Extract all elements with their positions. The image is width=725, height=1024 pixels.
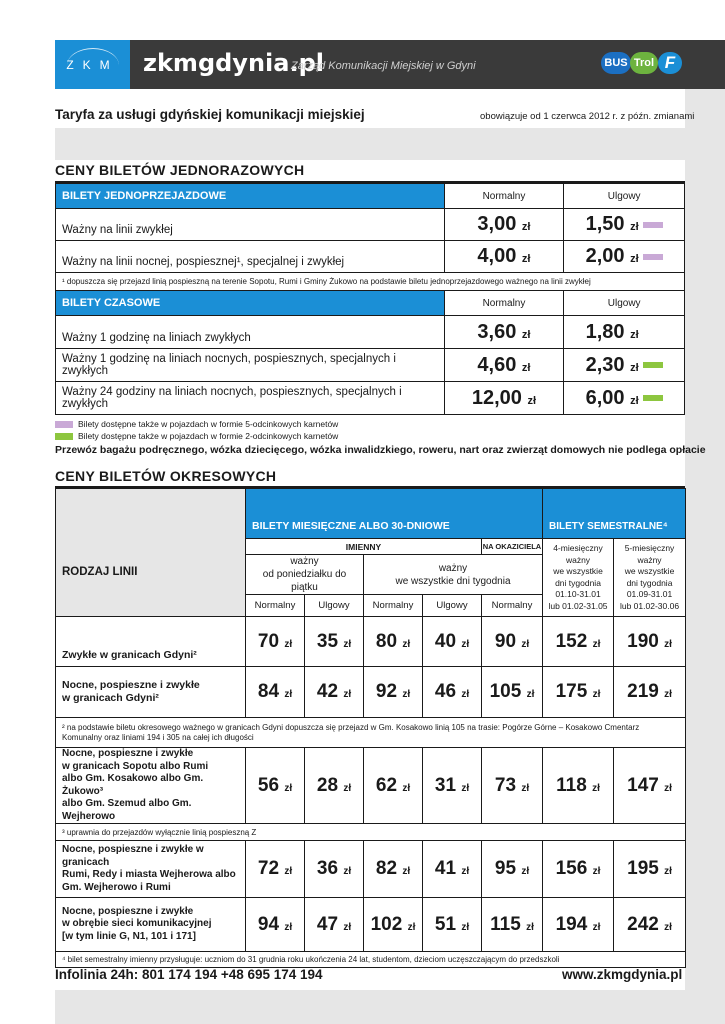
validity-note: obowiązuje od 1 czerwca 2012 r. z późn. zmianami (480, 111, 695, 122)
green-swatch (55, 433, 73, 440)
hotline: Infolinia 24h: 801 174 194 +48 695 174 194 (55, 967, 323, 982)
ferry-badge: F (658, 52, 682, 74)
table-row (56, 898, 686, 952)
price-cell: 95 zł (482, 841, 543, 898)
carnet2-marker (643, 395, 663, 401)
price-cell: 70 zł (246, 617, 305, 667)
trolley-badge: Trol (630, 52, 658, 74)
line-type: Zwykłe w granicach Gdyni² (56, 617, 246, 667)
periodic-table (55, 488, 686, 968)
carnet5-marker (643, 222, 663, 228)
ticket-name: Ważny na linii nocnej, pospiesznej¹, specjalnej i zwykłej (56, 241, 445, 273)
price-cell: 195 zł (614, 841, 686, 898)
carnet5-marker (643, 254, 663, 260)
price-cell: 28 zł (305, 748, 364, 824)
price-reduced: 1,50 zł (564, 209, 685, 241)
price-cell: 118 zł (543, 748, 614, 824)
col-reduced: Ulgowy (564, 184, 685, 209)
col-normal: Normalny (364, 595, 423, 617)
table-row (56, 617, 686, 667)
logo-text: ZKM (66, 57, 119, 72)
carnet2-marker (643, 362, 663, 368)
price-normal: 4,60 zł (444, 349, 564, 382)
price-cell: 84 zł (246, 667, 305, 718)
table-row (56, 748, 686, 824)
price-normal: 4,00 zł (444, 241, 564, 273)
website-link[interactable]: www.zkmgdynia.pl (562, 967, 683, 982)
site-title[interactable]: zkmgdynia.pl (143, 49, 324, 77)
price-cell: 82 zł (364, 841, 423, 898)
price-cell: 190 zł (614, 617, 686, 667)
price-cell: 41 zł (423, 841, 482, 898)
line-type: Nocne, pospieszne i zwykłe w granicach Gdyni² (56, 667, 246, 718)
baggage-note: Przewóz bagażu podręcznego, wózka dziecięcego, wózka inwalidzkiego, roweru, nart oraz zwierząt domowych nie podlega opłacie (55, 444, 706, 456)
price-cell: 102 zł (364, 898, 423, 952)
bottom-band (55, 990, 725, 1024)
semester5-desc: 5-miesięczny ważny we wszystkie dni tygodnia 01.09-31.01 lub 01.02-30.06 (614, 539, 686, 617)
price-cell: 90 zł (482, 617, 543, 667)
price-normal: 3,60 zł (444, 316, 564, 349)
price-cell: 35 zł (305, 617, 364, 667)
header-bar (55, 40, 725, 89)
col-reduced: Ulgowy (305, 595, 364, 617)
bus-badge: BUS (601, 52, 631, 74)
price-cell: 115 zł (482, 898, 543, 952)
price-cell: 152 zł (543, 617, 614, 667)
price-cell: 94 zł (246, 898, 305, 952)
ticket-name: Ważny 1 godzinę na liniach zwykłych (56, 316, 445, 349)
monthly-header: BILETY MIESIĘCZNE ALBO 30-DNIOWE (246, 489, 543, 539)
price-cell: 156 zł (543, 841, 614, 898)
line-type: Nocne, pospieszne i zwykłe w granicach Sopotu albo Rumi albo Gm. Kosakowo albo Gm. Żukowo³ albo Gm. Szemud albo Gm. Wejherowo (56, 748, 246, 824)
footnote-3: ³ uprawnia do przejazdów wyłącznie linią pospieszną Z (56, 824, 686, 841)
price-cell: 62 zł (364, 748, 423, 824)
group-header: BILETY CZASOWE (56, 291, 445, 316)
price-cell: 147 zł (614, 748, 686, 824)
price-cell: 46 zł (423, 667, 482, 718)
price-cell: 219 zł (614, 667, 686, 718)
price-cell: 80 zł (364, 617, 423, 667)
legend-carnet2: Bilety dostępne także w pojazdach w formie 2-odcinkowych karnetów (55, 431, 338, 441)
price-cell: 175 zł (543, 667, 614, 718)
price-cell: 47 zł (305, 898, 364, 952)
price-cell: 92 zł (364, 667, 423, 718)
title-band (55, 128, 725, 160)
price-normal: 12,00 zł (444, 382, 564, 415)
zkm-logo[interactable] (55, 40, 130, 89)
col-reduced: Ulgowy (564, 291, 685, 316)
named-header: IMIENNY (246, 539, 482, 555)
lilac-swatch (55, 421, 73, 428)
semester4-desc: 4-miesięczny ważny we wszystkie dni tygodnia 01.10-31.01 lub 01.02-31.05 (543, 539, 614, 617)
price-cell: 72 zł (246, 841, 305, 898)
col-normal: Normalny (246, 595, 305, 617)
line-type: Nocne, pospieszne i zwykłe w obrębie sieci komunikacyjnej [w tym linie G, N1, 101 i 171] (56, 898, 246, 952)
line-type-header: RODZAJ LINII (56, 489, 246, 617)
price-cell: 194 zł (543, 898, 614, 952)
single-tickets-heading: CENY BILETÓW JEDNORAZOWYCH (55, 162, 305, 178)
col-normal: Normalny (444, 291, 564, 316)
document-title: Taryfa za usługi gdyńskiej komunikacji miejskiej (55, 107, 365, 122)
table-row (56, 841, 686, 898)
price-cell: 51 zł (423, 898, 482, 952)
footnote-1: ¹ dopuszcza się przejazd linią pospieszną na terenie Sopotu, Rumi i Gminy Żukowo na podstawie biletu jednoprzejazdowego ważnego na linii zwykłej (56, 273, 685, 291)
ticket-name: Ważny 24 godziny na liniach nocnych, pospiesznych, specjalnych i zwykłych (56, 382, 445, 415)
col-reduced: Ulgowy (423, 595, 482, 617)
weekday-validity: ważny od poniedziałku do piątku (246, 555, 364, 595)
price-cell: 56 zł (246, 748, 305, 824)
footnote-2: ² na podstawie biletu okresowego ważnego w granicach Gdyni dopuszcza się przejazd w Gm. Kosakowo linią 105 na trasie: Pogórze Górne – Kosakowo Cmentarz Komunalny oraz liniami 194 i 305 na całej ich długości (56, 718, 686, 748)
ticket-name: Ważny 1 godzinę na liniach nocnych, pospiesznych, specjalnych i zwykłych (56, 349, 445, 382)
allday-validity: ważny we wszystkie dni tygodnia (364, 555, 543, 595)
col-normal: Normalny (482, 595, 543, 617)
periodic-tickets-heading: CENY BILETÓW OKRESOWYCH (55, 468, 277, 484)
footnote-4: ⁴ bilet semestralny imienny przysługuje: uczniom do 31 grudnia roku ukończenia 24 lat, studentom, dzieciom uczęszczającym do przedszkoli (56, 952, 686, 968)
bearer-header: NA OKAZICIELA (482, 539, 543, 555)
table-row (56, 667, 686, 718)
price-cell: 42 zł (305, 667, 364, 718)
price-cell: 31 zł (423, 748, 482, 824)
price-cell: 36 zł (305, 841, 364, 898)
site-subtitle: Zarząd Komunikacji Miejskiej w Gdyni (291, 60, 476, 72)
side-band (685, 89, 725, 1024)
price-reduced: 6,00 zł (564, 382, 685, 415)
col-normal: Normalny (444, 184, 564, 209)
price-normal: 3,00 zł (444, 209, 564, 241)
price-reduced: 2,30 zł (564, 349, 685, 382)
price-cell: 242 zł (614, 898, 686, 952)
price-reduced: 2,00 zł (564, 241, 685, 273)
price-reduced: 1,80 zł (564, 316, 685, 349)
ticket-name: Ważny na linii zwykłej (56, 209, 445, 241)
semester-header: BILETY SEMESTRALNE⁴ (543, 489, 686, 539)
line-type: Nocne, pospieszne i zwykłe w granicach Rumi, Redy i miasta Wejherowa albo Gm. Wejherowo i Rumi (56, 841, 246, 898)
legend-carnet5: Bilety dostępne także w pojazdach w formie 5-odcinkowych karnetów (55, 419, 338, 429)
single-ride-table (55, 183, 685, 415)
price-cell: 105 zł (482, 667, 543, 718)
group-header: BILETY JEDNOPRZEJAZDOWE (56, 184, 445, 209)
price-cell: 40 zł (423, 617, 482, 667)
price-cell: 73 zł (482, 748, 543, 824)
